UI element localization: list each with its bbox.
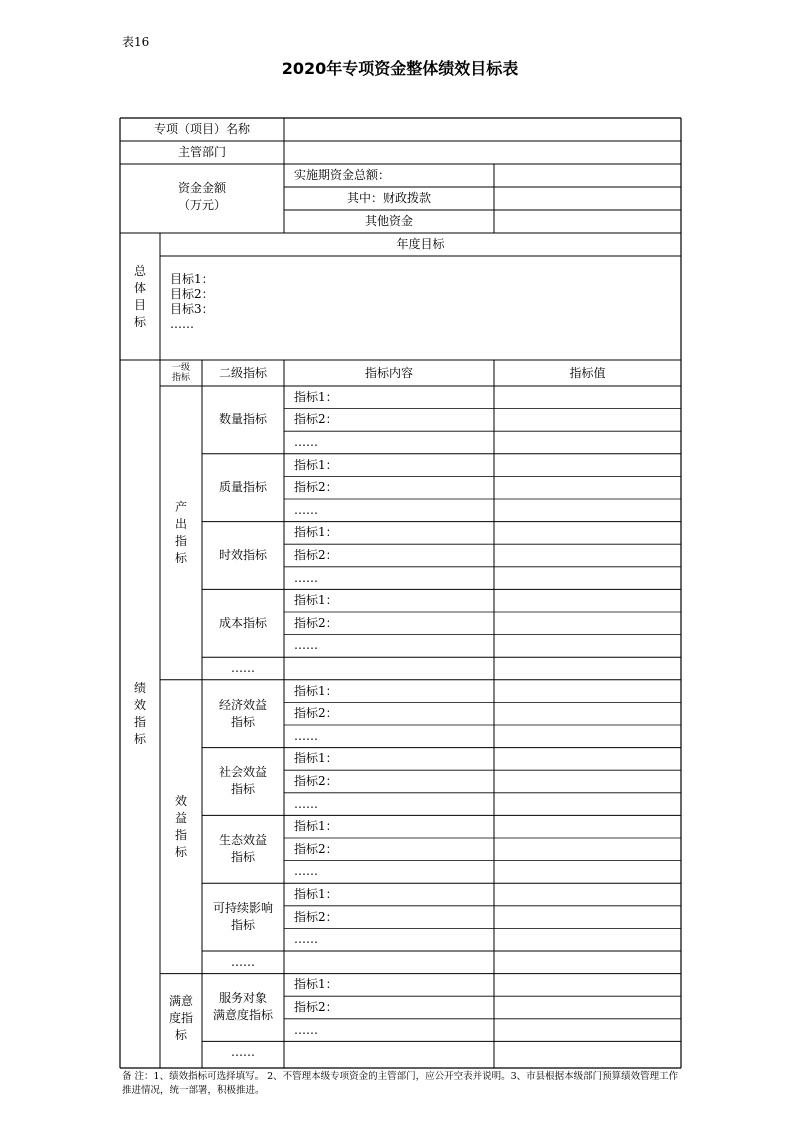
extra-content[interactable] bbox=[284, 657, 494, 680]
extra-value[interactable] bbox=[494, 951, 681, 974]
indicator-content: 指标2： bbox=[294, 412, 338, 427]
indicator-content: 指标1： bbox=[294, 525, 338, 540]
level2-indicator: 社会效益 指标 bbox=[218, 765, 267, 797]
level2-extra: …… bbox=[231, 954, 255, 969]
indicator-value[interactable] bbox=[494, 567, 681, 590]
indicator-content: …… bbox=[294, 864, 318, 879]
funds-amount-label: 资金金额 bbox=[177, 181, 226, 195]
department-label: 主管部门 bbox=[177, 145, 226, 159]
indicator-content: 指标1： bbox=[294, 389, 338, 404]
indicator-content: …… bbox=[294, 570, 318, 585]
indicator-value[interactable] bbox=[494, 680, 681, 703]
level1-header: 一级 指标 bbox=[171, 363, 190, 383]
indicator-value[interactable] bbox=[494, 476, 681, 499]
indicator-content: 指标2： bbox=[294, 999, 338, 1014]
page-title: 2020年专项资金整体绩效目标表 bbox=[281, 59, 519, 78]
indicator-value[interactable] bbox=[494, 635, 681, 658]
indicator-value[interactable] bbox=[494, 838, 681, 861]
total-funds-value[interactable] bbox=[494, 164, 681, 187]
indicator-content: …… bbox=[294, 796, 318, 811]
target-item: 目标3： bbox=[170, 302, 214, 316]
indicator-content: 指标1： bbox=[294, 819, 338, 834]
indicator-value[interactable] bbox=[494, 589, 681, 612]
indicator-content: …… bbox=[294, 1022, 318, 1037]
level2-header: 二级指标 bbox=[218, 365, 267, 380]
project-name-value[interactable] bbox=[284, 118, 681, 141]
indicator-content: 指标1： bbox=[294, 751, 338, 766]
indicator-value[interactable] bbox=[494, 431, 681, 454]
indicator-content: …… bbox=[294, 728, 318, 743]
indicator-value[interactable] bbox=[494, 1019, 681, 1042]
indicator-value[interactable] bbox=[494, 612, 681, 635]
extra-value[interactable] bbox=[494, 1041, 681, 1064]
target-item: 目标1： bbox=[170, 272, 214, 286]
level1-indicator: 产 出 指 标 bbox=[174, 499, 187, 565]
indicator-value[interactable] bbox=[494, 996, 681, 1019]
indicator-content: 指标2： bbox=[294, 909, 338, 924]
level2-indicator: 数量指标 bbox=[218, 412, 267, 427]
content-header: 指标内容 bbox=[364, 365, 413, 380]
indicator-value[interactable] bbox=[494, 974, 681, 997]
indicator-content: 指标2： bbox=[294, 615, 338, 630]
indicator-content: 指标2： bbox=[294, 706, 338, 721]
extra-content[interactable] bbox=[284, 1041, 494, 1064]
level2-indicator: 生态效益 指标 bbox=[218, 833, 267, 865]
indicator-value[interactable] bbox=[494, 386, 681, 409]
other-funds-value[interactable] bbox=[494, 210, 681, 233]
total-funds-label: 实施期资金总额： bbox=[294, 168, 391, 182]
indicator-value[interactable] bbox=[494, 409, 681, 432]
indicator-content: …… bbox=[294, 434, 318, 449]
performance-target-form bbox=[120, 118, 681, 1068]
indicator-value[interactable] bbox=[494, 906, 681, 929]
indicator-value[interactable] bbox=[494, 815, 681, 838]
footnote: 备 注：1、绩效指标可选择填写。 2、不管理本级专项资金的主管部门，应公开空表并说明。3、市县根据本级部门预算绩效管理工作推进情况，统一部署，积极推进。 bbox=[122, 1071, 679, 1096]
project-name-label: 专项（项目）名称 bbox=[153, 122, 250, 136]
indicator-value[interactable] bbox=[494, 725, 681, 748]
indicator-content: 指标1： bbox=[294, 593, 338, 608]
level2-indicator: 服务对象 满意度指标 bbox=[212, 991, 273, 1023]
indicator-content: …… bbox=[294, 932, 318, 947]
level1-indicator: 效 益 指 标 bbox=[174, 793, 187, 859]
indicator-content: 指标2： bbox=[294, 480, 338, 495]
target-item: 目标2： bbox=[170, 287, 214, 301]
indicator-content: 指标1： bbox=[294, 977, 338, 992]
overall-target-side-label: 总 体 目 标 bbox=[133, 263, 146, 329]
extra-value[interactable] bbox=[494, 657, 681, 680]
indicator-content: 指标1： bbox=[294, 683, 338, 698]
target-item: …… bbox=[170, 317, 194, 331]
level2-indicator: 成本指标 bbox=[218, 615, 267, 630]
target-list bbox=[170, 272, 470, 332]
level2-indicator: 经济效益 指标 bbox=[218, 697, 267, 729]
indicator-value[interactable] bbox=[494, 883, 681, 906]
indicator-content: 指标2： bbox=[294, 841, 338, 856]
table-number: 表16 bbox=[122, 35, 150, 49]
indicator-content: …… bbox=[294, 502, 318, 517]
level2-indicator: 可持续影响 指标 bbox=[212, 901, 273, 933]
fiscal-funds-value[interactable] bbox=[494, 187, 681, 210]
level2-extra: …… bbox=[231, 660, 255, 675]
indicator-content: 指标2： bbox=[294, 547, 338, 562]
indicator-content: …… bbox=[294, 638, 318, 653]
indicator-value[interactable] bbox=[494, 748, 681, 771]
indicator-content: 指标1： bbox=[294, 886, 338, 901]
indicator-value[interactable] bbox=[494, 454, 681, 477]
performance-side-label: 绩 效 指 标 bbox=[133, 681, 146, 746]
extra-content[interactable] bbox=[284, 951, 494, 974]
indicator-value[interactable] bbox=[494, 522, 681, 545]
level2-indicator: 时效指标 bbox=[218, 547, 267, 562]
indicator-value[interactable] bbox=[494, 861, 681, 884]
indicator-value[interactable] bbox=[494, 544, 681, 567]
indicator-value[interactable] bbox=[494, 770, 681, 793]
annual-target-label: 年度目标 bbox=[396, 237, 445, 251]
level2-extra: …… bbox=[231, 1045, 255, 1060]
value-header: 指标值 bbox=[569, 365, 606, 380]
funds-unit-label: （万元） bbox=[177, 198, 226, 212]
indicator-value[interactable] bbox=[494, 793, 681, 816]
other-funds-label: 其他资金 bbox=[364, 214, 413, 228]
indicator-content: 指标2： bbox=[294, 773, 338, 788]
indicator-content: 指标1： bbox=[294, 457, 338, 472]
indicator-value[interactable] bbox=[494, 499, 681, 522]
level1-indicator: 满意 度指 标 bbox=[168, 994, 193, 1043]
fiscal-funds-label: 其中：财政拨款 bbox=[346, 191, 431, 205]
department-value[interactable] bbox=[284, 141, 681, 164]
indicator-value[interactable] bbox=[494, 702, 681, 725]
level2-indicator: 质量指标 bbox=[218, 480, 267, 495]
indicator-value[interactable] bbox=[494, 928, 681, 951]
